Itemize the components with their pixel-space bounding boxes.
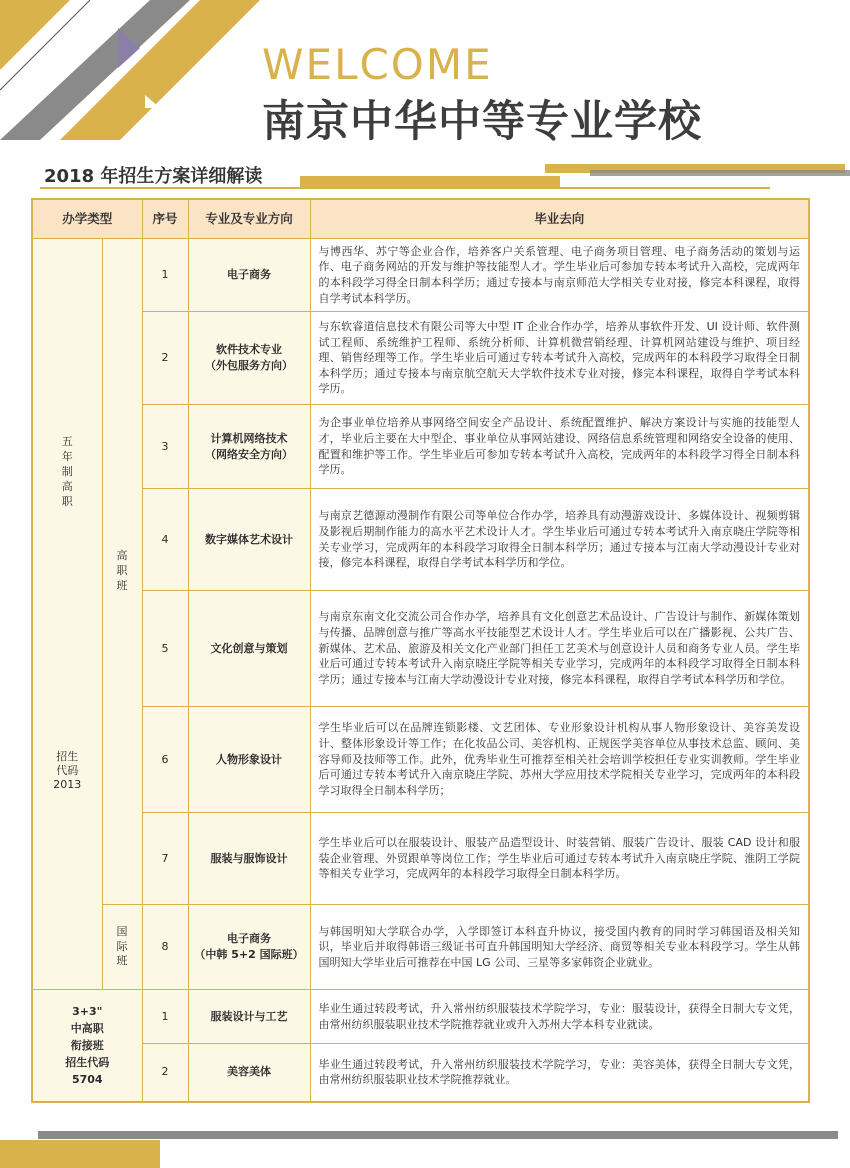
class-type-label: 高职班 (116, 549, 128, 592)
row-number: 5 (142, 591, 188, 707)
graduation-destination: 与博西华、苏宁等企业合作，培养客户关系管理、电子商务项目管理、电子商务活动的策划与运作、电子商务网站的开发与维护等技能型人才。学生毕业后可参加专转本考试升入高校，完成两年的本科段学习得全日制本科学历；通过专接本与南京师范大学相关专业对接，修完本科课程，取得自学考试本科学历。 (310, 239, 809, 312)
row-number: 6 (142, 707, 188, 813)
table-row (32, 813, 809, 905)
row-number: 1 (142, 990, 188, 1044)
row-number: 2 (142, 1044, 188, 1102)
major-name: 电子商务 (188, 239, 310, 312)
graduation-destination: 与南京艺德源动漫制作有限公司等单位合作办学，培养具有动漫游戏设计、多媒体设计、视频剪辑及影视后期制作能力的高水平艺术设计人才。学生毕业后可通过专转本考试升入南京晓庄学院等相关专业学习，完成两年的本科段学习取得全日制本科学历；通过专接本与江南大学动漫设计专业对接，修完本科课程，取得自学考试本科学历和学位。 (310, 489, 809, 591)
graduation-destination: 为企事业单位培养从事网络空间安全产品设计、系统配置维护、解决方案设计与实施的技能型人才，毕业后主要在大中型企、事业单位从事网站建设、网络信息系统管理和网络安全设备的使用、配置和维护等工作。学生毕业后可参加专转本考试升入高校，完成两年的本科段学习得全日制本科学历。 (310, 405, 809, 489)
row-number: 3 (142, 405, 188, 489)
graduation-destination: 与东软睿道信息技术有限公司等大中型 IT 企业合作办学，培养从事软件开发、UI 设计师、软件测试工程师、系统维护工程师、系统分析师、计算机微营销经理、计算机网站建设与维护、项目经理、销售经理等工作。学生毕业后可通过专转本考试升入高校，完成两年的本科段学习取得全日制本科学历；通过专接本与南京航空航天大学软件技术专业对接，修完本科课程，取得自学考试本科学历。 (310, 312, 809, 405)
table-row (32, 990, 809, 1044)
graduation-destination: 毕业生通过转段考试，升入常州纺织服装技术学院学习，专业：美容美体，获得全日制大专文凭，由常州纺织服装职业技术学院推荐就业。 (310, 1044, 809, 1102)
major-name: 计算机网络技术 （网络安全方向） (188, 405, 310, 489)
school-type-line: 衔接班 (70, 1038, 104, 1052)
code-label: 招生代码 (65, 1055, 110, 1069)
graduation-destination: 与韩国明知大学联合办学，入学即签订本科直升协议，接受国内教育的同时学习韩国语及相关知识，毕业后并取得韩语三级证书可直升韩国明知大学经济、商贸等相关专业本科段学习。学生从韩国明知大学毕业后可推荐在中国 LG 公司、三星等多家韩资企业就业。 (310, 905, 809, 990)
enrollment-table (31, 198, 810, 1103)
school-type-cell (32, 990, 142, 1102)
row-number: 1 (142, 239, 188, 312)
row-number: 8 (142, 905, 188, 990)
major-name: 数字媒体艺术设计 (188, 489, 310, 591)
graduation-destination: 与南京东南文化交流公司合作办学，培养具有文化创意艺术品设计、广告设计与制作、新媒体策划与传播、品牌创意与推广等高水平技能型艺术设计人才。学生毕业后可以在广播影视、公共广告、新媒体、艺术品、旅游及相关文化产业部门担任工艺美术与创意设计人员和商务专业人员。学生毕业后可通过专转本考试升入南京晓庄学院等相关专业学习，完成两年的本科段学习取得全日制本科学历；通过专接本与江南大学动漫设计专业对接，修完本科课程，取得自学考试本科学历和学位。 (310, 591, 809, 707)
code-value: 2013 (53, 778, 82, 792)
welcome-heading: WELCOME (262, 40, 493, 89)
code-label: 招生代码 (56, 749, 79, 777)
table-row (32, 489, 809, 591)
table-row (32, 1044, 809, 1102)
row-number: 4 (142, 489, 188, 591)
footer-gold-bar (0, 1140, 160, 1168)
column-header: 序号 (142, 199, 188, 239)
row-number: 2 (142, 312, 188, 405)
header-decoration (0, 0, 260, 140)
table-row (32, 591, 809, 707)
row-number: 7 (142, 813, 188, 905)
footer-grey-bar (38, 1131, 838, 1139)
table-row (32, 312, 809, 405)
grey-bar-right (590, 170, 850, 176)
graduation-destination: 学生毕业后可以在服装设计、服装产品造型设计、时装营销、服装广告设计、服装 CAD 设计和服装企业管理、外贸跟单等岗位工作；学生毕业后可通过专转本考试升入南京晓庄学院、淮阴工学院等相关专业学习，完成两年的本科段学习取得全日制本科学历。 (310, 813, 809, 905)
page-subtitle: 2018 年招生方案详细解读 (44, 166, 263, 187)
table-header-row (32, 199, 809, 239)
subtitle-accent (300, 176, 560, 188)
major-name: 美容美体 (188, 1044, 310, 1102)
column-header: 专业及专业方向 (188, 199, 310, 239)
table-row (32, 239, 809, 312)
table-row (32, 905, 809, 990)
school-type-label: 五年制高职 (61, 435, 73, 508)
major-name: 电子商务 （中韩 5+2 国际班） (188, 905, 310, 990)
school-name: 南京中华中等专业学校 (262, 97, 702, 147)
column-header: 办学类型 (32, 199, 142, 239)
major-name: 软件技术专业 （外包服务方向） (188, 312, 310, 405)
table-row (32, 405, 809, 489)
major-name: 人物形象设计 (188, 707, 310, 813)
school-type-cell (32, 239, 102, 990)
table-row (32, 707, 809, 813)
school-type-line: 中高职 (70, 1021, 104, 1035)
graduation-destination: 学生毕业后可以在品牌连锁影楼、文艺团体、专业形象设计机构从事人物形象设计、美容美发设计、整体形象设计等工作；在化妆品公司、美容机构、正规医学美容单位从事技术总监、顾问、美容导师及技师等工作。此外，优秀毕业生可推荐至相关社会培训学校担任专业实训教师。学生毕业后可通过专转本考试升入南京晓庄学院、苏州大学应用技术学院相关专业学习，完成两年的本科段学习取得全日制本科学历； (310, 707, 809, 813)
major-name: 文化创意与策划 (188, 591, 310, 707)
code-value: 5704 (71, 1072, 103, 1086)
school-type-line: 3+3" (72, 1004, 103, 1018)
graduation-destination: 毕业生通过转段考试，升入常州纺织服装技术学院学习，专业：服装设计，获得全日制大专文凭，由常州纺织服装职业技术学院推荐就业或升入苏州大学本科专业就读。 (310, 990, 809, 1044)
class-type-cell (102, 905, 142, 990)
class-type-cell (102, 239, 142, 905)
class-type-label: 国际班 (116, 924, 128, 968)
major-name: 服装与服饰设计 (188, 813, 310, 905)
major-name: 服装设计与工艺 (188, 990, 310, 1044)
column-header: 毕业去向 (310, 199, 809, 239)
